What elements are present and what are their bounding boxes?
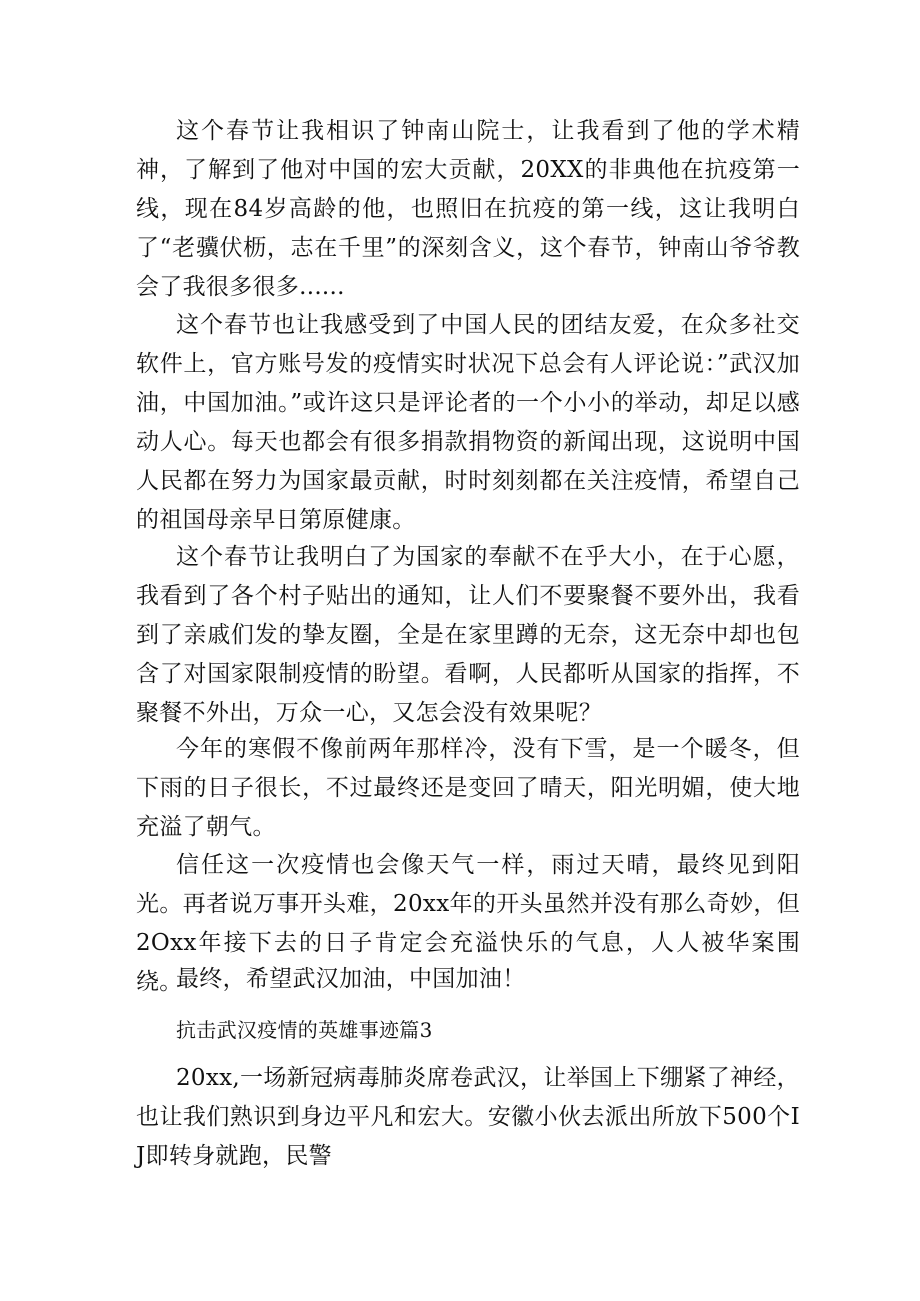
paragraph-trust: 信任这一次疫情也会像天气一样，雨过天晴，最终见到阳光。再者说万事开头难，20xx年的开头虽然并没有那么奇妙，但2Oxx年接下去的日子肯定会充溢快乐的气息，人人被华案围绕。: [136, 852, 800, 995]
paragraph-zhong-nanshan: 这个春节让我相识了钟南山院士，让我看到了他的学术精神，了解到了他对中国的宏大贡献，20XX的非典他在抗疫第一线，现在84岁高龄的他，也照旧在抗疫的第一线，这让我明白了“老骥伏枥，志在千里”的深刻含义，这个春节，钟南山爷爷教会了我很多很多......: [136, 118, 800, 300]
paragraph-winter-break: 今年的寒假不像前两年那样冷，没有下雪，是一个暖冬，但下雨的日子很长，不过最终还是变回了晴天，阳光明媚，使大地充溢了朝气。: [136, 736, 800, 840]
paragraph-unity: 这个春节也让我感受到了中国人民的团结友爱，在众多社交软件上，官方账号发的疫情实时状况下总会有人评论说：”武汉加油，中国加油。”或许这只是评论者的一个小小的举动，却足以感动人心。每天也都会有很多捐款捐物资的新闻出现，这说明中国人民都在努力为国家最贡献，时时刻刻都在关注疫情，希望自己的祖国母亲早日第原健康。: [136, 312, 800, 533]
paragraph-dedication: 这个春节让我明白了为国家的奉献不在乎大小，在于心愿，我看到了各个村子贴出的通知，让人们不要聚餐不要外出，我看到了亲戚们发的挚友圈，全是在家里蹲的无奈，这无奈中却也包含了对国家限制疫情的盼望。看啊，人民都听从国家的指挥，不聚餐不外出，万众一心，又怎会没有效果呢？: [136, 544, 800, 726]
paragraph-heroes: 20xx,一场新冠病毒肺炎席卷武汉，让举国上下绷紧了神经，也让我们熟识到身边平凡和宏大。安徽小伙去派出所放下500个IJ即转身就跑，民警: [136, 1065, 800, 1169]
section-heading: 抗击武汉疫情的英雄事迹篇3: [176, 1018, 433, 1042]
paragraph-conclusion: 最终，希望武汉加油，中国加油！: [176, 966, 526, 992]
